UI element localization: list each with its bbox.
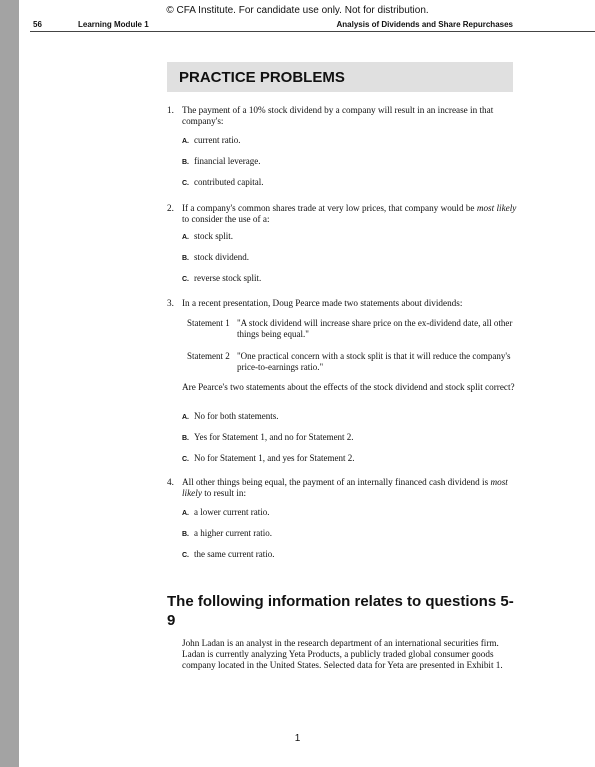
option-letter: A. <box>182 138 189 145</box>
option-letter: C. <box>182 180 189 187</box>
option-letter: C. <box>182 552 189 559</box>
follow-up-question: Are Pearce's two statements about the effects of the stock dividend and stock split correct? <box>182 382 515 392</box>
statement-text: "A stock dividend will increase share price on the ex-dividend date, all other things being equal." <box>237 318 513 339</box>
question-number: 2. <box>167 203 174 213</box>
chapter-title: Analysis of Dividends and Share Repurchases <box>336 20 513 29</box>
option-letter: B. <box>182 435 189 442</box>
option-text: reverse stock split. <box>194 273 262 283</box>
option-letter: B. <box>182 531 189 538</box>
answer-option <box>182 528 272 540</box>
section-title: PRACTICE PROBLEMS <box>179 69 345 86</box>
option-text: stock split. <box>194 231 234 241</box>
answer-option <box>182 177 263 189</box>
question-text: The payment of a 10% stock dividend by a company will result in an increase in that company's: <box>182 105 494 126</box>
option-text: No for Statement 1, and yes for Statement 2. <box>194 453 355 463</box>
option-text: Yes for Statement 1, and no for Statement 2. <box>194 432 354 442</box>
option-letter: A. <box>182 234 189 241</box>
answer-option <box>182 273 261 285</box>
option-text: financial leverage. <box>194 156 261 166</box>
option-letter: B. <box>182 159 189 166</box>
answer-option <box>182 453 354 465</box>
module-label: Learning Module 1 <box>78 20 149 29</box>
left-margin-bar <box>0 0 19 767</box>
section-banner <box>167 62 513 92</box>
option-text: No for both statements. <box>194 411 279 421</box>
answer-option <box>182 156 260 168</box>
answer-option <box>182 252 249 264</box>
option-letter: A. <box>182 510 189 517</box>
statement-text: "One practical concern with a stock split is that it will reduce the company's price-to-earnings ratio." <box>237 351 511 372</box>
emphasis-text: most likely <box>182 477 508 498</box>
statement-label: Statement 1 <box>187 318 230 328</box>
answer-option <box>182 135 240 147</box>
page-number: 56 <box>33 20 42 29</box>
option-letter: C. <box>182 456 189 463</box>
option-letter: C. <box>182 276 189 283</box>
option-text: contributed capital. <box>194 177 264 187</box>
info-paragraph: John Ladan is an analyst in the research department of an international securities firm. Ladan is currently analyzing Yeta Products, a publicly traded global consumer goods company located in the United States. Selected data for Yeta are presented in Exhibit 1. <box>182 638 503 670</box>
question-number: 4. <box>167 477 174 487</box>
option-text: current ratio. <box>194 135 241 145</box>
emphasis-text: most likely <box>476 203 517 213</box>
statement-label: Statement 2 <box>187 351 230 361</box>
info-heading: The following information relates to questions 5-9 <box>167 593 514 629</box>
option-text: stock dividend. <box>194 252 249 262</box>
question-number: 3. <box>167 298 174 308</box>
answer-option <box>182 507 269 519</box>
answer-option <box>182 432 354 444</box>
option-letter: A. <box>182 414 189 421</box>
distribution-watermark: © CFA Institute. For candidate use only. Not for distribution. <box>166 5 429 16</box>
question-text: If a company's common shares trade at very low prices, that company would be most likely to consider the use of a: <box>182 203 517 224</box>
option-letter: B. <box>182 255 189 262</box>
answer-option <box>182 549 274 561</box>
answer-option <box>182 231 233 243</box>
question-text: All other things being equal, the payment of an internally financed cash dividend is most likely to result in: <box>182 477 508 498</box>
option-text: the same current ratio. <box>194 549 275 559</box>
option-text: a higher current ratio. <box>194 528 272 538</box>
option-text: a lower current ratio. <box>194 507 270 517</box>
header-rule <box>30 31 595 32</box>
answer-option <box>182 411 279 423</box>
footer-page-number: 1 <box>294 733 301 744</box>
question-number: 1. <box>167 105 174 115</box>
question-text: In a recent presentation, Doug Pearce made two statements about dividends: <box>182 298 463 308</box>
